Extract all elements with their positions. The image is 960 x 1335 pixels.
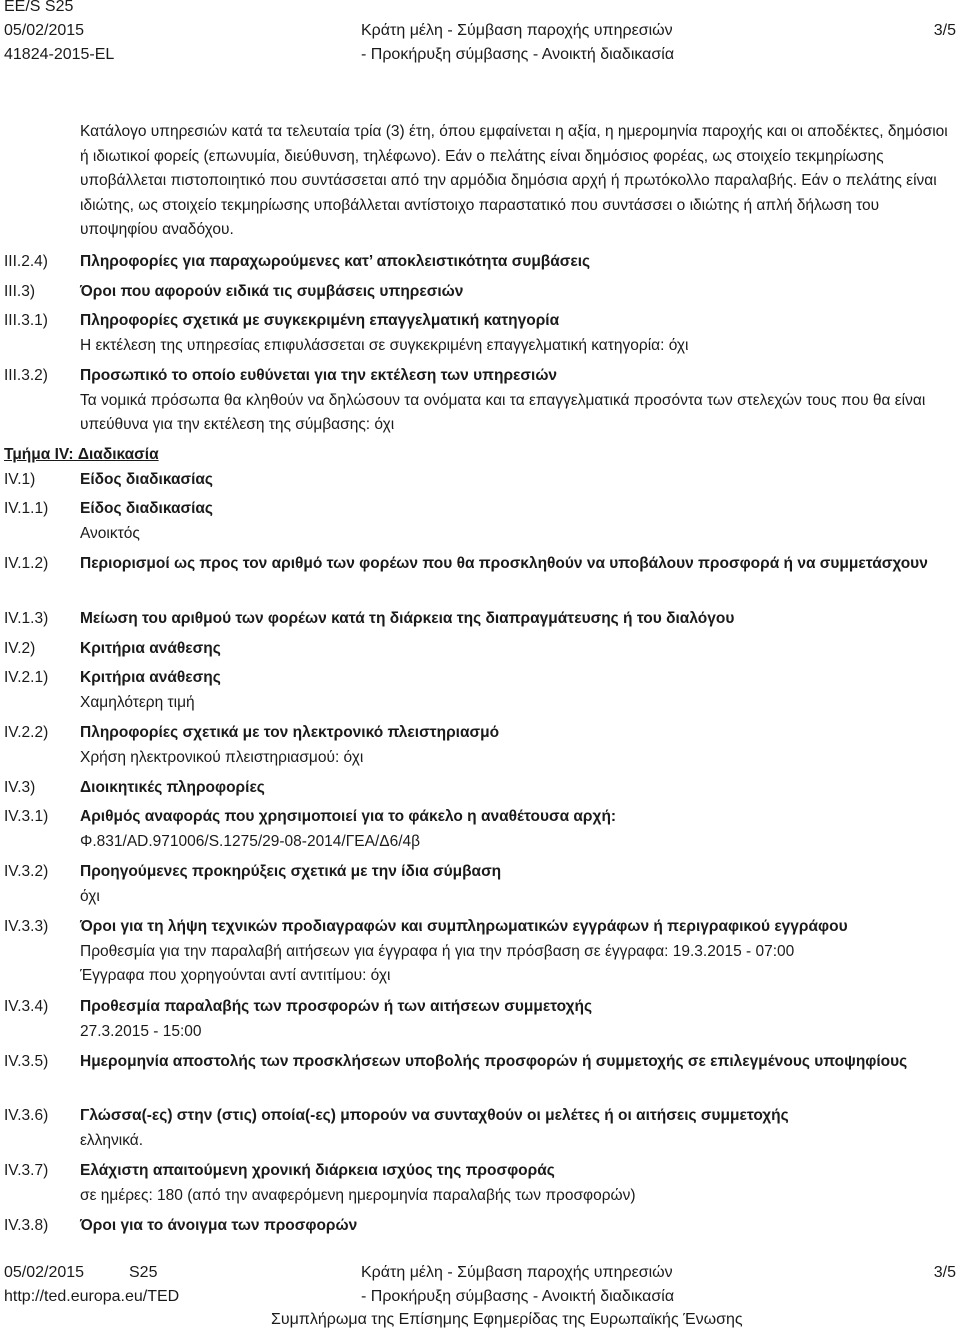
item-title: Προηγούμενες προκηρύξεις σχετικά με την ίδια σύμβαση [80,863,502,880]
item-iv-2-2 [4,721,956,770]
item-number: IV.1.3) [4,610,49,627]
item-title: Είδος διαδικασίας [80,471,213,488]
item-number: III.2.4) [4,253,48,270]
item-number: IV.2.2) [4,724,49,741]
item-number: III.3.2) [4,367,48,384]
item-text: ελληνικά. [80,1131,144,1149]
footer-line-3 [4,1311,956,1335]
item-title: Πληροφορίες για παραχωρούμενες κατ’ αποκλειστικότητα συμβάσεις [80,253,591,270]
header-title: Κράτη μέλη - Σύμβαση παροχής υπηρεσιών [361,22,673,39]
item-title: Όροι που αφορούν ειδικά τις συμβάσεις υπηρεσιών [80,283,464,300]
item-title: Γλώσσα(-ες) στην (στις) οποία(-ες) μπορούν να συνταχθούν οι μελέτες ή οι αιτήσεις συμμετοχής [80,1107,789,1124]
item-title: Προσωπικό το οποίο ευθύνεται για την εκτέλεση των υπηρεσιών [80,367,558,384]
item-text: Χρήση ηλεκτρονικού πλειστηριασμού: όχι [80,748,364,766]
header-edition: EE/S S25 [4,0,74,15]
item-number: IV.3.3) [4,918,49,935]
item-title: Προθεσμία παραλαβής των προσφορών ή των αιτήσεων συμμετοχής [80,998,593,1015]
footer-url[interactable]: http://ted.europa.eu/TED [4,1288,180,1305]
item-title: Κριτήρια ανάθεσης [80,669,221,686]
footer-title: Κράτη μέλη - Σύμβαση παροχής υπηρεσιών [361,1264,673,1281]
item-iii-3-1 [4,309,956,358]
item-title: Όροι για τη λήψη τεχνικών προδιαγραφών και συμπληρωματικών εγγράφων ή περιγραφικού εγγράφου [80,918,848,935]
item-title: Πληροφορίες σχετικά με συγκεκριμένη επαγγελματική κατηγορία [80,312,560,329]
intro-paragraph: Κατάλογο υπηρεσιών κατά τα τελευταία τρία (3) έτη, όπου εμφαίνεται η αξία, η ημερομηνία παροχής και οι αποδέκτες, δημόσιοι ή ιδιωτικοί φορείς (επωνυμία, διεύθυνση, τηλέφωνο). Εάν ο πελάτης είναι δημόσιος φορέας, ως στοιχείο τεκμηρίωσης υποβάλλεται πιστοποιητικό που συντάσσεται από την αρμόδια δημόσια αρχή ή πρωτόκολλο παραλαβής. Εάν ο πελάτης είναι ιδιώτης, ως στοιχείο τεκμηρίωσης υποβάλλεται αντίστοιχο παραστατικό που συντάσσει ο ιδιώτης ή απλή δήλωση του υποψηφίου αναδόχου. [80,123,948,238]
section-heading: Τμήμα IV: Διαδικασία [4,446,159,463]
item-iv-3-7 [4,1159,956,1208]
item-title: Πληροφορίες σχετικά με τον ηλεκτρονικό πλειστηριασμό [80,724,500,741]
item-title: Όροι για το άνοιγμα των προσφορών [80,1217,358,1234]
item-title: Διοικητικές πληροφορίες [80,779,265,796]
item-title: Μείωση του αριθμού των φορέων κατά τη διάρκεια της διαπραγμάτευσης ή του διαλόγου [80,610,735,627]
item-number: III.3.1) [4,312,48,329]
item-number: IV.1.1) [4,500,49,517]
item-text: Τα νομικά πρόσωπα θα κληθούν να δηλώσουν τα ονόματα και τα επαγγελματικά προσόντα των στελεχών τους που θα είναι υπεύθυνα για την εκτέλεση της σύμβασης: όχι [80,391,926,433]
item-iv-3-6 [4,1104,956,1153]
header-doc-id: 41824-2015-EL [4,46,115,63]
item-number: IV.3.7) [4,1162,49,1179]
item-text: Η εκτέλεση της υπηρεσίας επιφυλάσσεται σε συγκεκριμένη επαγγελματική κατηγορία: όχι [80,336,689,354]
item-number: III.3) [4,283,36,300]
item-iv-3-5 [4,1050,956,1075]
item-title: Ημερομηνία αποστολής των προσκλήσεων υποβολής προσφορών ή συμμετοχής σε επιλεγμένους υποψηφίους [80,1053,908,1070]
item-text: Προθεσμία για την παραλαβή αιτήσεων για έγγραφα ή για την πρόσβαση σε έγγραφα: 19.3.2015 - 07:00 [80,942,795,960]
header-page: 3/5 [933,22,956,39]
item-text: όχι [80,887,100,905]
item-iv-3-4 [4,995,956,1044]
item-title: Είδος διαδικασίας [80,500,213,517]
item-iv-3-2 [4,860,956,909]
item-iv-1 [4,468,956,493]
footer-line-2 [4,1288,956,1312]
item-text: σε ημέρες: 180 (από την αναφερόμενη ημερομηνία παραλαβής των προσφορών) [80,1186,636,1204]
item-number: IV.3.4) [4,998,49,1015]
item-iv-1-3 [4,607,956,632]
footer-page: 3/5 [933,1264,956,1281]
item-iv-3-8 [4,1214,956,1239]
item-number: IV.3) [4,779,36,796]
item-number: IV.2) [4,640,36,657]
footer-series: S25 [129,1264,158,1281]
item-text: Φ.831/AD.971006/S.1275/29-08-2014/ΓΕΑ/Δ6/4β [80,832,421,850]
item-number: IV.1.2) [4,555,49,572]
item-number: IV.2.1) [4,669,49,686]
item-iii-3 [4,280,956,305]
item-title: Ελάχιστη απαιτούμενη χρονική διάρκεια ισχύος της προσφοράς [80,1162,555,1179]
item-number: IV.3.1) [4,808,49,825]
item-number: IV.3.2) [4,863,49,880]
item-number: IV.3.6) [4,1107,49,1124]
header-date: 05/02/2015 [4,22,85,39]
item-text: Χαμηλότερη τιμή [80,693,195,711]
header-line-3 [4,46,956,70]
item-iv-1-2 [4,552,956,577]
item-iv-2-1 [4,666,956,715]
item-number: IV.3.5) [4,1053,49,1070]
footer-date: 05/02/2015 [4,1264,85,1281]
item-title: Κριτήρια ανάθεσης [80,640,221,657]
item-iv-3 [4,776,956,801]
item-text: 27.3.2015 - 15:00 [80,1022,202,1040]
item-iii-2-4 [4,250,956,275]
footer-publication: Συμπλήρωμα της Επίσημης Εφημερίδας της Ευρωπαϊκής Ένωσης [271,1311,743,1328]
item-iv-3-1 [4,805,956,854]
item-text: Ανοικτός [80,524,140,542]
item-title: Αριθμός αναφοράς που χρησιμοποιεί για το φάκελο η αναθέτουσα αρχή: [80,808,617,825]
item-title: Περιορισμοί ως προς τον αριθμό των φορέων που θα προσκληθούν να υποβάλουν προσφορά ή να συμμετάσχουν [80,555,928,572]
header-line-1 [4,0,956,22]
item-iv-3-3 [4,915,956,989]
footer-line-1 [4,1264,956,1288]
item-text-2: Έγγραφα που χορηγούνται αντί αντιτίμου: όχι [80,967,391,984]
header-line-2 [4,22,956,46]
item-number: IV.3.8) [4,1217,49,1234]
item-iv-2 [4,637,956,662]
item-iii-3-2 [4,364,956,438]
header-subtitle: - Προκήρυξη σύμβασης - Ανοικτή διαδικασία [361,46,675,63]
footer-subtitle: - Προκήρυξη σύμβασης - Ανοικτή διαδικασία [361,1288,675,1305]
item-number: IV.1) [4,471,36,488]
item-iv-1-1 [4,497,956,546]
